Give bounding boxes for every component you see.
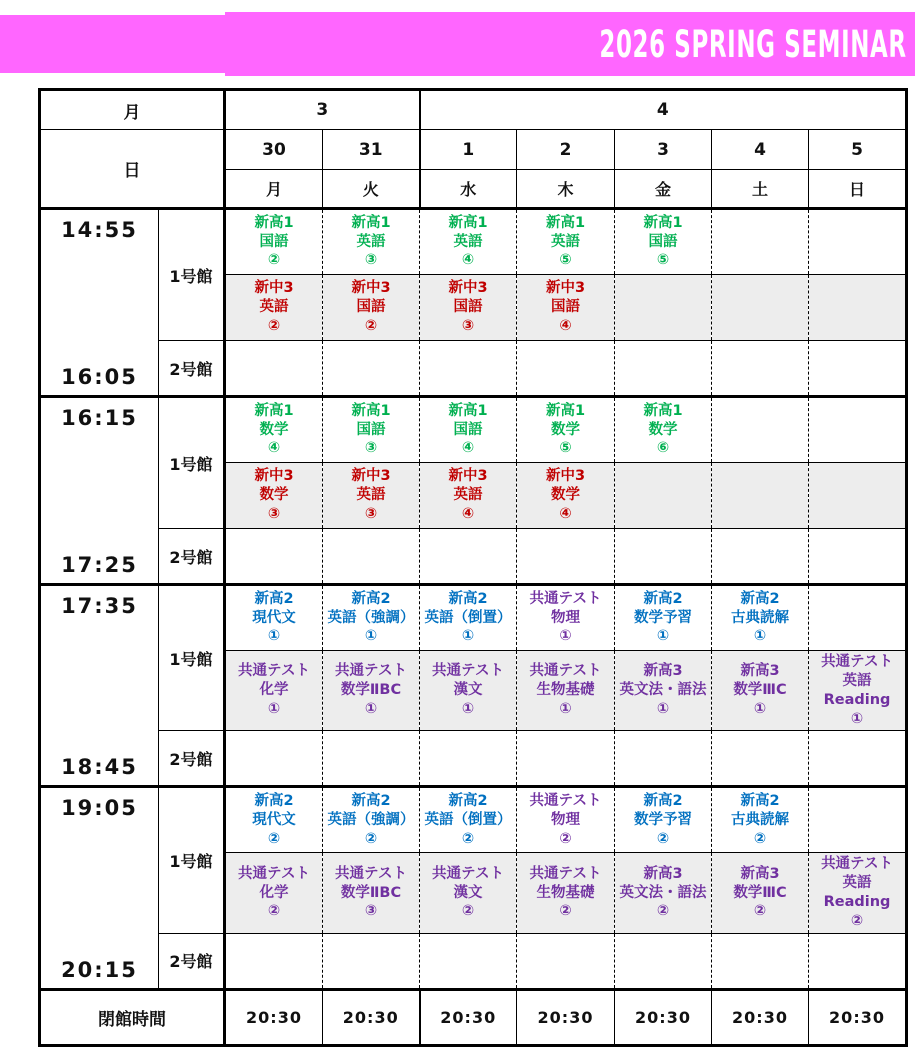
class-cell [323,275,420,341]
empty-cell [517,731,615,787]
class-line: 新高2 [643,793,683,810]
class-line: 古典読解 [731,811,789,828]
empty-cell [809,275,907,341]
empty-cell [809,731,907,787]
class-line: ③ [461,317,475,334]
month-header-row [40,90,907,130]
class-line: ① [267,701,281,718]
class-line: 国語 [356,421,386,438]
class-line: ① [461,628,475,645]
weekday-cell: 日 [809,170,907,209]
month-row-label: 月 [40,90,225,130]
building-1-label: 1号館 [159,787,225,933]
closing-time-cell: 20:30 [517,989,615,1045]
class-line: ③ [364,440,378,457]
class-line: ② [753,830,767,847]
block-end-time: 16:05 [61,365,138,389]
empty-cell [323,529,420,585]
date-cell: 4 [712,130,809,170]
class-line: 現代文 [252,811,296,828]
weekday-cell: 水 [420,170,517,209]
empty-cell [712,933,809,989]
class-line: 英語（倒置） [424,811,512,828]
class-cell [420,397,517,463]
class-line: ① [364,628,378,645]
class-cell [225,585,323,651]
class-line: ② [267,830,281,847]
class-line: 新高1 [643,402,683,419]
class-line: ④ [559,317,572,334]
class-line: 英語 [356,233,386,250]
class-line: ③ [364,903,378,920]
class-cell [615,585,712,651]
class-line: 共通テスト [821,856,893,873]
class-line: ② [267,252,281,269]
class-line: 新高3 [740,663,780,680]
class-line: ④ [267,440,281,457]
class-line: 英語 [551,233,580,250]
class-cell [323,397,420,463]
class-line: 新高1 [545,402,586,419]
empty-cell [225,341,323,397]
building-2-label: 2号館 [159,529,225,585]
class-line: 新高1 [254,402,294,419]
class-cell [323,585,420,651]
class-line: 共通テスト [432,663,504,680]
date-header-row [40,130,907,170]
empty-cell [323,341,420,397]
weekday-cell: 火 [323,170,420,209]
class-line: 新高2 [740,590,780,607]
block-start-time: 14:55 [61,218,138,242]
class-cell [517,787,615,853]
class-line: 国語 [356,299,386,316]
class-line: 新高1 [254,214,294,231]
class-cell [712,853,809,933]
closing-time-cell: 20:30 [712,989,809,1045]
block-building2-row [40,933,907,989]
empty-cell [420,341,517,397]
class-line: 新高2 [448,590,488,607]
class-cell [225,209,323,275]
class-line: ① [753,701,767,718]
class-cell [517,275,615,341]
class-cell [517,463,615,529]
class-line: ① [559,701,572,718]
empty-cell [712,341,809,397]
class-line: ④ [461,252,475,269]
class-cell [420,463,517,529]
date-cell: 3 [615,130,712,170]
closing-time-cell: 20:30 [615,989,712,1045]
page-title: 2026 SPRING SEMINAR [599,22,907,66]
empty-cell [712,731,809,787]
class-line: ① [364,701,378,718]
closing-time-label: 閉館時間 [40,989,225,1045]
class-line: 英語 Reading [823,875,891,911]
class-line: ③ [364,252,378,269]
month-group-april: 4 [420,90,907,130]
class-line: ① [461,701,475,718]
class-cell [809,853,907,933]
block-building1-row1 [40,397,907,463]
block-end-time: 20:15 [61,957,138,982]
class-cell [615,209,712,275]
class-line: ⑥ [656,440,670,457]
class-cell [323,651,420,731]
schedule-table [38,88,908,1047]
class-line: 共通テスト [238,663,310,680]
class-line: 英語（強調） [327,609,415,626]
class-line: 新中3 [254,468,294,485]
class-cell [323,853,420,933]
building-2-label: 2号館 [159,933,225,989]
class-line: ② [364,830,378,847]
class-cell [225,275,323,341]
class-line: 英語 Reading [823,672,891,708]
date-cell: 30 [225,130,323,170]
class-cell [420,787,517,853]
class-line: 新高1 [448,402,488,419]
banner-left-segment [0,15,225,73]
class-line: 共通テスト [529,590,602,607]
class-cell [517,209,615,275]
class-line: ⑤ [656,252,670,269]
class-line: 共通テスト [238,865,310,882]
class-line: 漢文 [453,682,483,699]
class-cell [517,853,615,933]
class-line: 国語 [453,421,483,438]
class-line: 数学ⅡBC [340,884,402,901]
class-line: ④ [461,505,475,522]
class-line: 新中3 [351,280,391,297]
empty-cell [809,341,907,397]
class-line: ④ [559,505,572,522]
class-line: 共通テスト [432,865,504,882]
class-line: 新高3 [740,865,780,882]
empty-cell [420,529,517,585]
class-line: 共通テスト [529,663,602,680]
block-building1-row1 [40,585,907,651]
class-line: 化学 [259,682,289,699]
class-line: ① [267,628,281,645]
class-line: 新中3 [254,280,294,297]
class-line: 新高2 [351,590,391,607]
class-line: 数学ⅢC [733,884,787,901]
class-line: ④ [461,440,475,457]
empty-cell [615,341,712,397]
class-line: 新高1 [351,402,391,419]
class-cell [420,651,517,731]
class-cell [420,275,517,341]
class-cell [420,585,517,651]
class-line: 新中3 [545,280,586,297]
class-cell [225,787,323,853]
class-line: 英語 [259,299,289,316]
block-building2-row [40,341,907,397]
class-line: 新高1 [351,214,391,231]
empty-cell [225,529,323,585]
class-cell [517,397,615,463]
class-line: 英語 [453,487,483,504]
closing-time-cell: 20:30 [809,989,907,1045]
day-row-label: 日 [40,130,225,209]
block-building2-row [40,731,907,787]
class-line: 新高1 [448,214,488,231]
building-2-label: 2号館 [159,731,225,787]
class-line: 英語 [453,233,483,250]
class-line: 新高2 [254,590,294,607]
empty-cell [809,787,907,853]
empty-cell [323,731,420,787]
class-cell [712,585,809,651]
empty-cell [809,463,907,529]
class-cell [225,853,323,933]
class-cell [517,651,615,731]
class-line: 新中3 [351,468,391,485]
class-line: 新高2 [448,793,488,810]
class-line: ② [559,830,572,847]
class-line: 英語（倒置） [424,609,512,626]
class-line: 現代文 [252,609,296,626]
class-line: 共通テスト [529,793,602,810]
class-line: ① [559,628,572,645]
class-line: 数学 [648,421,678,438]
weekday-cell: 月 [225,170,323,209]
class-line: ② [656,903,670,920]
class-cell [615,651,712,731]
empty-cell [809,529,907,585]
class-line: 数学 [551,421,580,438]
class-line: 共通テスト [529,865,602,882]
class-line: 数学ⅡBC [340,682,402,699]
class-line: 国語 [453,299,483,316]
class-line: 化学 [259,884,289,901]
class-line: 数学予習 [634,811,692,828]
block-start-time: 17:35 [61,594,138,618]
class-line: 英語（強調） [327,811,415,828]
date-cell: 5 [809,130,907,170]
class-cell [323,787,420,853]
building-1-label: 1号館 [159,585,225,731]
class-line: 新高2 [740,793,780,810]
class-line: ② [461,830,475,847]
class-line: 数学 [259,487,289,504]
date-cell: 1 [420,130,517,170]
class-cell [225,463,323,529]
class-line: ② [656,830,670,847]
class-line: ③ [364,505,378,522]
time-range-cell [40,397,159,585]
closing-time-row [40,989,907,1045]
class-cell [712,651,809,731]
block-building1-row1 [40,209,907,275]
class-line: 国語 [259,233,289,250]
class-line: 物理 [551,609,580,626]
class-line: ② [364,317,378,334]
class-line: 数学ⅢC [733,682,787,699]
class-line: ② [267,903,281,920]
class-line: ② [753,903,767,920]
class-line: ② [559,903,572,920]
time-range-cell [40,787,159,989]
class-line: 共通テスト [335,663,407,680]
block-building1-row1 [40,787,907,853]
class-line: 生物基礎 [536,884,595,901]
class-line: ② [267,317,281,334]
class-line: 物理 [551,811,580,828]
class-cell [323,209,420,275]
class-line: 英語 [356,487,386,504]
class-cell [225,397,323,463]
class-cell [225,651,323,731]
closing-time-cell: 20:30 [225,989,323,1045]
class-line: 国語 [648,233,678,250]
empty-cell [809,397,907,463]
block-building2-row [40,529,907,585]
empty-cell [809,585,907,651]
class-line: 新高3 [643,663,683,680]
block-start-time: 19:05 [61,796,138,821]
class-line: 英文法・語法 [619,884,707,901]
time-range-cell [40,585,159,787]
time-range-cell [40,209,159,397]
empty-cell [809,209,907,275]
empty-cell [809,933,907,989]
empty-cell [225,731,323,787]
class-line: 漢文 [453,884,483,901]
building-2-label: 2号館 [159,341,225,397]
empty-cell [615,731,712,787]
class-cell [615,397,712,463]
class-line: 新高1 [545,214,586,231]
month-group-march: 3 [225,90,420,130]
date-cell: 2 [517,130,615,170]
empty-cell [712,275,809,341]
class-cell [420,209,517,275]
class-cell [809,651,907,731]
class-line: 新中3 [448,468,488,485]
block-start-time: 16:15 [61,406,138,430]
empty-cell [615,529,712,585]
class-line: 生物基礎 [536,682,595,699]
class-cell [615,787,712,853]
empty-cell [420,933,517,989]
class-line: 古典読解 [731,609,789,626]
class-line: 新高2 [351,793,391,810]
building-1-label: 1号館 [159,397,225,529]
class-line: ① [850,710,864,727]
class-line: 新高3 [643,865,683,882]
class-line: 新中3 [545,468,586,485]
class-line: ② [461,903,475,920]
class-line: ⑤ [559,440,572,457]
date-cell: 31 [323,130,420,170]
class-line: ③ [267,505,281,522]
class-line: 共通テスト [335,865,407,882]
class-line: ⑤ [559,252,572,269]
empty-cell [517,341,615,397]
class-line: ② [850,912,864,929]
empty-cell [712,209,809,275]
class-cell [615,853,712,933]
empty-cell [323,933,420,989]
class-line: 国語 [551,299,580,316]
class-line: 新中3 [448,280,488,297]
empty-cell [615,275,712,341]
empty-cell [615,463,712,529]
class-line: 数学 [551,487,580,504]
banner [225,12,915,76]
class-line: 数学 [259,421,289,438]
building-1-label: 1号館 [159,209,225,341]
weekday-cell: 土 [712,170,809,209]
closing-time-cell: 20:30 [323,989,420,1045]
block-end-time: 17:25 [61,553,138,577]
class-line: 英文法・語法 [619,682,707,699]
block-end-time: 18:45 [61,755,138,780]
closing-time-cell: 20:30 [420,989,517,1045]
class-line: ① [656,628,670,645]
empty-cell [517,933,615,989]
class-line: 新高1 [643,214,683,231]
class-cell [420,853,517,933]
empty-cell [615,933,712,989]
empty-cell [712,463,809,529]
class-line: ① [656,701,670,718]
class-cell [712,787,809,853]
class-line: ① [753,628,767,645]
empty-cell [712,397,809,463]
class-line: 新高2 [254,793,294,810]
weekday-cell: 金 [615,170,712,209]
class-line: 共通テスト [821,654,893,670]
empty-cell [420,731,517,787]
empty-cell [712,529,809,585]
empty-cell [517,529,615,585]
class-line: 新高2 [643,590,683,607]
class-line: 数学予習 [634,609,692,626]
empty-cell [225,933,323,989]
class-cell [517,585,615,651]
class-cell [323,463,420,529]
weekday-cell: 木 [517,170,615,209]
